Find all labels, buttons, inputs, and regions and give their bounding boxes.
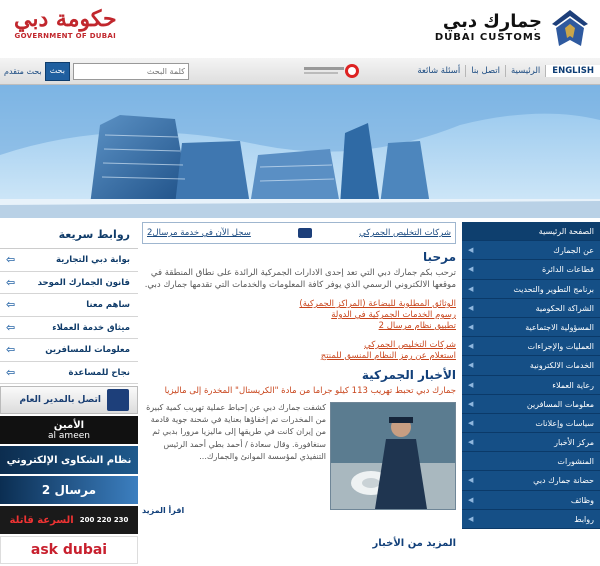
quick-link-contribute[interactable]: ساهم معنا ⇦: [0, 294, 138, 317]
quick-link-travelers[interactable]: معلومات للمسافرين ⇦: [0, 339, 138, 362]
quick-content-links: [142, 299, 456, 362]
gov-logo-en: GOVERNMENT OF DUBAI: [14, 32, 117, 40]
ad-speed-numbers: 200 220 230: [79, 516, 129, 524]
customs-building-photo: [0, 85, 600, 218]
nav-development[interactable]: برنامج التطوير والتحديث ◀: [462, 280, 600, 299]
link-hs-code[interactable]: استعلام عن رمز النظام المنسق للمنتج: [320, 351, 456, 361]
chevron-left-icon: ◀: [468, 514, 474, 523]
top-nav-links: [412, 58, 600, 84]
news-photo: [330, 402, 456, 510]
main-content: [142, 222, 456, 549]
nav-eservices[interactable]: الخدمات الالكترونية ◀: [462, 356, 600, 375]
top-navbar: [0, 58, 600, 85]
dubai-customs-logo[interactable]: [435, 6, 592, 50]
quick-link-najah[interactable]: نجاح للمساعدة ⇦: [0, 362, 138, 385]
arrow-left-icon: ⇦: [6, 343, 16, 356]
ad-speed-kills[interactable]: [0, 506, 138, 534]
nav-incubator[interactable]: حضانة جمارك دبي ◀: [462, 471, 600, 490]
nav-policies[interactable]: سياسات وإعلانات ◀: [462, 414, 600, 433]
nav-social[interactable]: المسؤولية الاجتماعية ◀: [462, 318, 600, 337]
news-summary: كشفت جمارك دبي عن إحباط عملية تهريب كمية كبيرة من المخدرات تم إخفاؤها بعناية في شحنة جوية قادمة من إيران كانت في طريقها إلى ماليزيا مرورا بدبي ثم سنغافورة. وقال سعادة / أحمد بطي أحمد الرئيس التنفيذي لمؤسسة الموانئ والجمارك...: [146, 403, 326, 461]
customs-news-title: الأخبار الجمركية: [361, 368, 456, 382]
nav-news-center[interactable]: مركز الأخبار ◀: [462, 433, 600, 452]
nav-jobs[interactable]: وظائف ◀: [462, 491, 600, 510]
nav-home-link[interactable]: الرئيسية: [505, 65, 545, 77]
search-area: [0, 61, 189, 81]
ad-contact-director-label: اتصل بالمدير العام: [19, 395, 101, 405]
link-required-documents[interactable]: الوثائق المطلوبة للبضاعة (المراكز الجمركية): [299, 299, 456, 309]
left-column: [0, 222, 138, 564]
chevron-left-icon: ◀: [468, 322, 474, 331]
ad-complaints-system[interactable]: [0, 446, 138, 474]
search-button[interactable]: بحث: [45, 62, 70, 81]
arrow-left-icon: ⇦: [6, 275, 16, 289]
arrow-left-icon: ⇦: [6, 365, 16, 379]
arrow-left-icon: ⇦: [6, 320, 16, 334]
chevron-left-icon: ◀: [468, 476, 474, 485]
link-mirsal-app[interactable]: تطبيق نظام مرسال 2: [378, 321, 456, 331]
nav-faq-link[interactable]: أسئلة شائعة: [417, 66, 461, 76]
nav-english-link[interactable]: ENGLISH: [545, 65, 600, 77]
welcome-text: ترحب بكم جمارك دبي التي تعد إحدى الادارات الجمركية الرائدة على نطاق المنطقة في موقعها الالكتروني الرسمي الذي يوفر كافة المعلومات والخدمات التي تقدمها جمارك دبي.: [144, 268, 456, 290]
customs-small-logo-icon: [298, 228, 312, 238]
link-customs-fees[interactable]: رسوم الخدمات الجمركية في الدولة: [331, 310, 456, 320]
ad-contact-director[interactable]: [0, 386, 138, 414]
falcon-emblem-icon: [548, 6, 592, 50]
ad-ask-dubai[interactable]: [0, 536, 138, 564]
chevron-left-icon: ◀: [468, 303, 474, 312]
news-headline[interactable]: جمارك دبي تحبط تهريب 113 كيلو جراما من مادة "الكريستال" المخدرة إلى ماليزيا: [164, 386, 456, 396]
nav-travelers[interactable]: معلومات المسافرين ◀: [462, 395, 600, 414]
right-navigation: [462, 222, 600, 529]
nav-contact-link[interactable]: اتصل بنا: [465, 65, 505, 77]
ad-mirsal-label: مرسال 2: [41, 483, 97, 497]
chevron-left-icon: ◀: [468, 380, 474, 389]
read-more-link[interactable]: اقرأ المزيد: [142, 506, 185, 515]
ad-al-ameen-en: al ameen: [48, 430, 90, 441]
more-news-link[interactable]: المزيد من الأخبار: [372, 538, 456, 549]
ticker-link-mirsal[interactable]: سجل الآن في خدمة مرسال2: [147, 228, 251, 238]
logo-text-en: DUBAI CUSTOMS: [434, 32, 542, 43]
banner-image: [0, 85, 600, 218]
chevron-left-icon: ◀: [468, 399, 474, 408]
header: [0, 0, 600, 59]
nav-operations[interactable]: العمليات والإجراءات ◀: [462, 337, 600, 356]
link-clearance-companies[interactable]: شركات التخليص الجمركي: [364, 340, 456, 350]
quick-link-charter[interactable]: ميثاق خدمة العملاء ⇦: [0, 317, 138, 340]
nav-home[interactable]: الصفحة الرئيسية: [462, 222, 600, 241]
chevron-left-icon: ◀: [468, 246, 474, 255]
nav-links[interactable]: روابط ◀: [462, 510, 600, 529]
chevron-left-icon: ◀: [468, 361, 474, 370]
news-ticker: [142, 222, 456, 244]
ticker-link-clearance[interactable]: شركات التخليص الجمركي: [359, 228, 451, 238]
chevron-left-icon: ◀: [468, 438, 474, 447]
quick-link-trade-portal[interactable]: بوابة دبي التجارية ⇦: [0, 249, 138, 272]
advanced-search-link[interactable]: بحث متقدم: [4, 66, 42, 76]
gov-logo-ar: حكومة دبي: [14, 6, 117, 32]
nav-publications[interactable]: المنشورات: [462, 452, 600, 471]
arrow-left-icon: ⇦: [6, 253, 16, 266]
quick-links-title: روابط سريعة: [0, 222, 138, 249]
ad-complaints-label: نظام الشكاوى الإلكتروني: [6, 454, 132, 466]
nav-partnership[interactable]: الشراكة الحكومية ◀: [462, 299, 600, 318]
ad-mirsal[interactable]: [0, 476, 138, 504]
chevron-left-icon: ◀: [468, 265, 474, 274]
nav-departments[interactable]: قطاعات الدائرة ◀: [462, 260, 600, 279]
welcome-title: مرحبا: [423, 250, 456, 264]
search-input[interactable]: [73, 63, 189, 80]
chevron-left-icon: ◀: [468, 495, 474, 504]
ad-al-ameen[interactable]: [0, 416, 138, 444]
chevron-left-icon: ◀: [468, 418, 474, 427]
egovernment-logo[interactable]: [300, 62, 362, 80]
quick-link-customs-law[interactable]: قانون الجمارك الموحد ⇦: [0, 272, 138, 295]
ad-ask-dubai-label: ask dubai: [30, 542, 108, 558]
customs-small-logo-icon: [107, 389, 129, 411]
government-of-dubai-logo[interactable]: [14, 6, 117, 41]
nav-about[interactable]: عن الجمارك ◀: [462, 241, 600, 260]
news-item: [142, 402, 456, 549]
nav-customer-care[interactable]: رعاية العملاء ◀: [462, 376, 600, 395]
ad-al-ameen-ar: الأمين: [53, 419, 85, 431]
chevron-left-icon: ◀: [468, 342, 474, 351]
chevron-left-icon: ◀: [468, 284, 474, 293]
logo-text-ar: جمارك دبي: [442, 11, 542, 32]
ad-speed-label: السرعة قاتلة: [9, 514, 74, 526]
arrow-left-icon: ⇦: [6, 298, 16, 311]
